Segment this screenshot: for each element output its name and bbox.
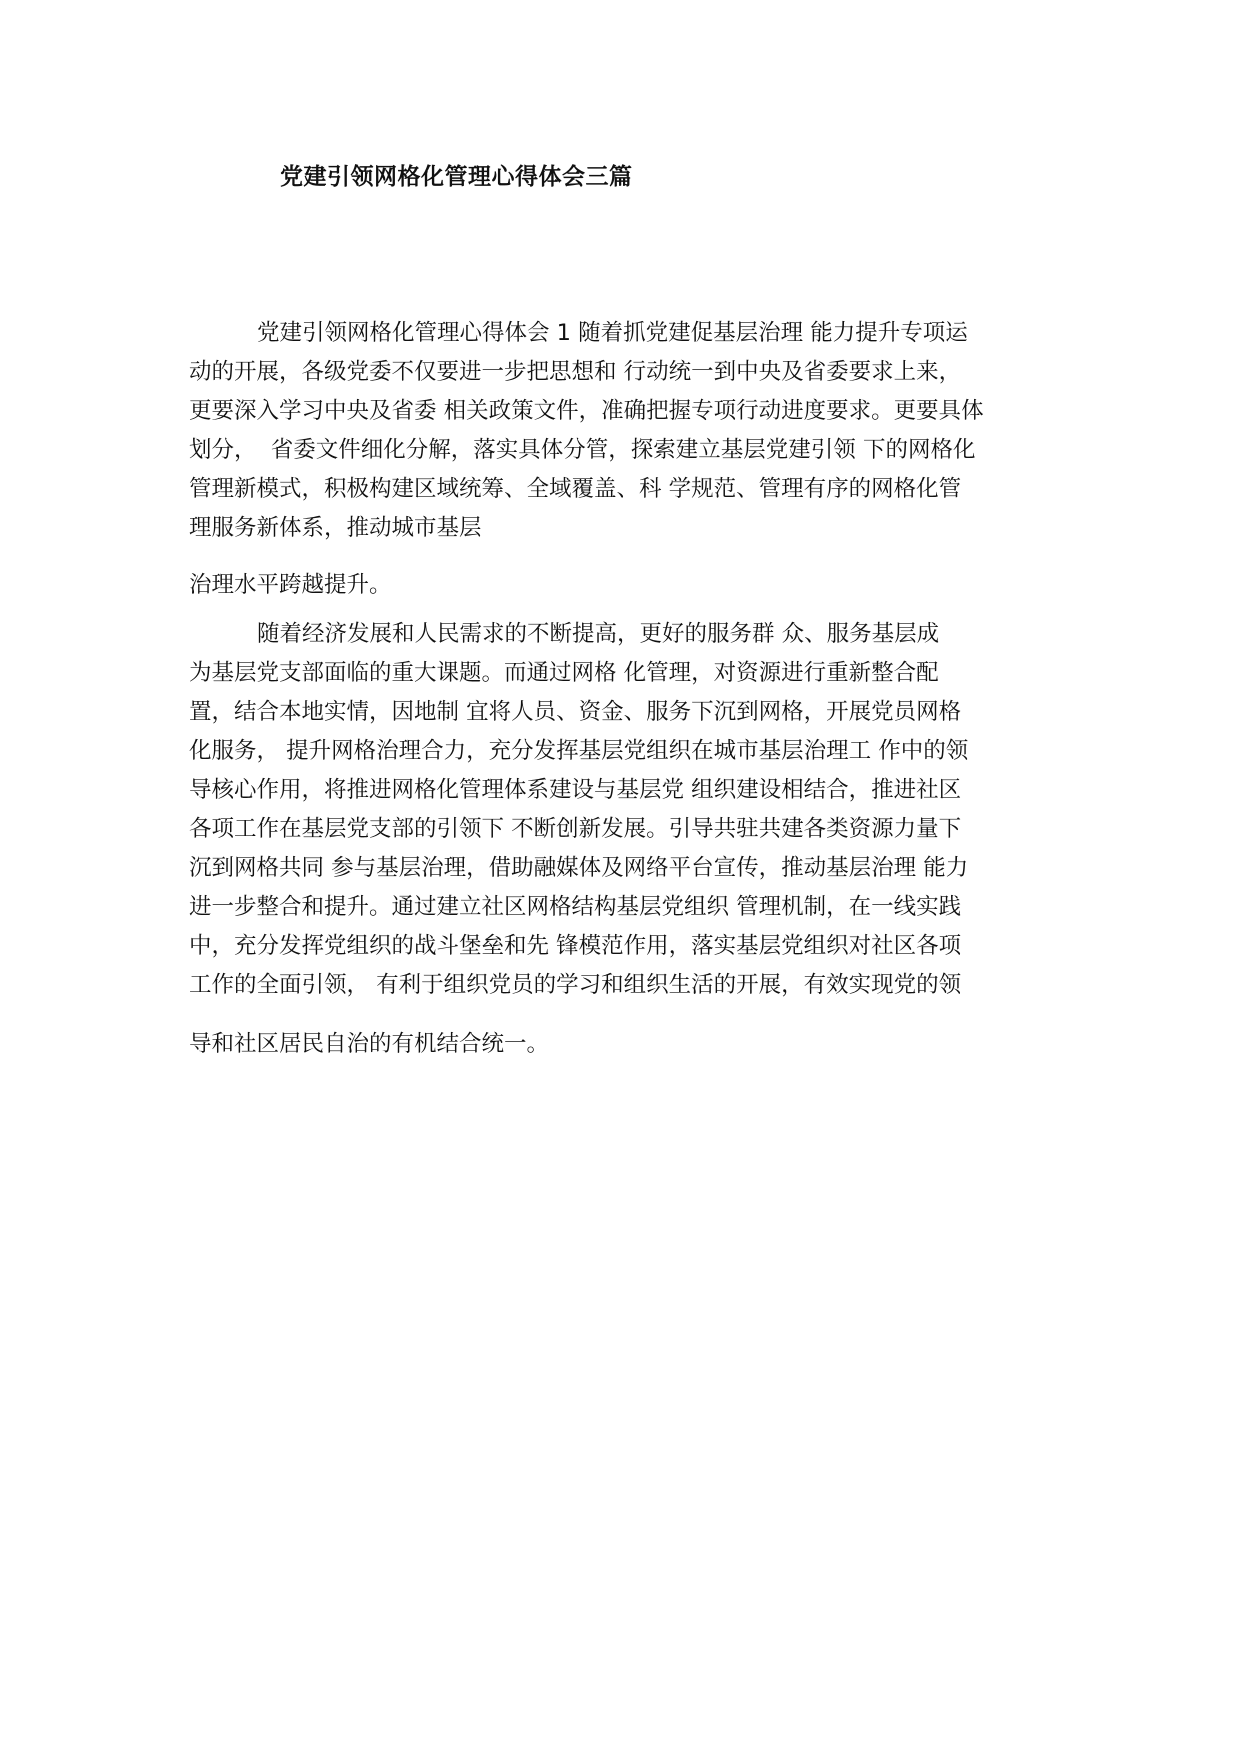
paragraph-line: 导核心作用，将推进网格化管理体系建设与基层党 组织建设相结合，推进社区 — [189, 777, 962, 803]
paragraph-line: 党建引领网格化管理心得体会 1 随着抓党建促基层治理 能力提升专项运 — [257, 320, 968, 346]
paragraph-line: 动的开展，各级党委不仅要进一步把思想和 行动统一到中央及省委要求上来， — [189, 359, 962, 385]
paragraph-line: 工作的全面引领， 有利于组织党员的学习和组织生活的开展，有效实现党的领 — [189, 972, 962, 998]
paragraph-line: 更要深入学习中央及省委 相关政策文件，准确把握专项行动进度要求。更要具体 — [189, 398, 984, 424]
paragraph-line: 划分， 省委文件细化分解，落实具体分管，探索建立基层党建引领 下的网格化 — [189, 437, 976, 463]
paragraph-line: 随着经济发展和人民需求的不断提高，更好的服务群 众、服务基层成 — [257, 621, 940, 647]
paragraph-1 — [189, 314, 1061, 548]
paragraph-line: 为基层党支部面临的重大课题。而通过网格 化管理，对资源进行重新整合配 — [189, 660, 939, 686]
paragraph-line: 沉到网格共同 参与基层治理，借助融媒体及网络平台宣传，推动基层治理 能力 — [189, 855, 969, 881]
paragraph-2 — [189, 615, 1061, 1005]
paragraph-line: 各项工作在基层党支部的引领下 不断创新发展。引导共驻共建各类资源力量下 — [189, 816, 962, 842]
paragraph-line: 管理新模式，积极构建区域统筹、全域覆盖、科 学规范、管理有序的网格化管 — [189, 476, 962, 502]
paragraph-line: 中，充分发挥党组织的战斗堡垒和先 锋模范作用，落实基层党组织对社区各项 — [189, 933, 962, 959]
paragraph-line: 理服务新体系，推动城市基层 — [189, 515, 482, 541]
paragraph-1-tail: 治理水平跨越提升。 — [189, 572, 392, 598]
paragraph-line: 化服务， 提升网格治理合力，充分发挥基层党组织在城市基层治理工 作中的领 — [189, 738, 969, 764]
paragraph-2-tail: 导和社区居民自治的有机结合统一。 — [189, 1031, 550, 1057]
paragraph-line: 置，结合本地实情，因地制 宜将人员、资金、服务下沉到网格，开展党员网格 — [189, 699, 962, 725]
document-title: 党建引领网格化管理心得体会三篇 — [280, 164, 633, 190]
paragraph-line: 进一步整合和提升。通过建立社区网格结构基层党组织 管理机制，在一线实践 — [189, 894, 962, 920]
